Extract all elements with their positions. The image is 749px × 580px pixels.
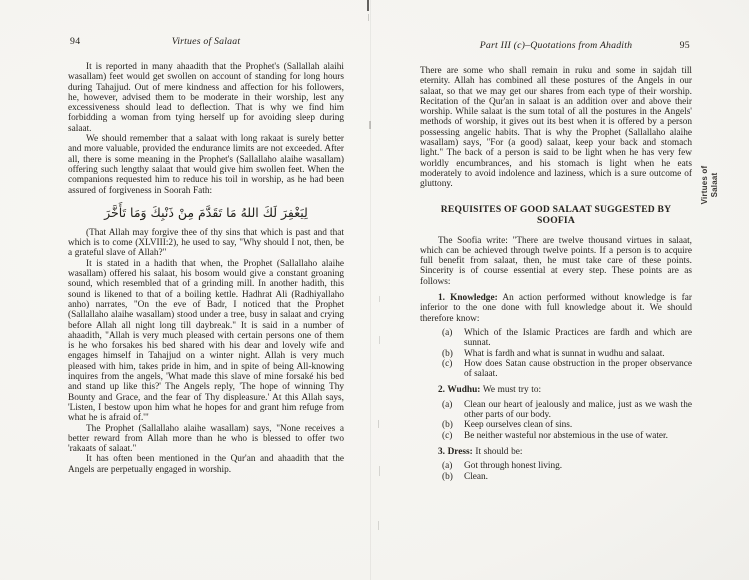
body-paragraph: The Soofia write: "There are twelve thousand virtues in salaat, which can be achieved through twelve points. If a person is to acquire full benefit from salaat, then, he must take care of these points. Sincerity is of course essential at every step. These points are as follows:	[420, 235, 692, 287]
point-paragraph	[420, 385, 692, 395]
margin-tab-line2: Salaat	[710, 172, 719, 198]
page-number-right: 95	[679, 40, 690, 51]
list-item	[442, 461, 692, 471]
page-header-right	[420, 40, 692, 53]
list-item	[442, 328, 692, 349]
scan-mark	[368, 14, 369, 21]
list-item	[442, 420, 692, 430]
section-heading: REQUISITES OF GOOD SALAAT SUGGESTED BY SOOFIA	[440, 203, 672, 227]
point-text: An action performed without knowledge is far inferior to the one done with full knowledge about it. We should therefore know:	[420, 293, 692, 324]
body-paragraph: There are some who shall remain in ruku and some in sajdah till eternity. Allah has combined all these postures of the Angels in our salaat, so that we may get our shares from each type of their worship. Recitation of the Qur'an in salaat is an addition over and above their worship. While salaat is the sum total of all the postures in the Angels' methods of worship, it gives out its best when it is offered by a person possessing angelic habits. That is why the Prophet (Sallallaho alaihe wasallam) says, "For (a good) salaat, keep your back and stomach light." The back of a person is said to be light when he has very few worldly encumbrances, and his stomach is light when he eats moderately to avoid indolence and laziness, which is a sure outcome of gluttony.	[420, 66, 692, 190]
body-paragraph: The Prophet (Sallallaho alaihe wasallam) says, "None receives a better reward from Allah more than he who is blessed to offer two 'rakaats of salaat."	[68, 423, 344, 455]
page-gutter-line	[370, 0, 371, 580]
page-number-left: 94	[70, 36, 81, 47]
scan-mark	[379, 296, 380, 302]
point-text: We must try to:	[482, 385, 542, 396]
scan-mark	[379, 336, 380, 344]
list-marker: (b)	[442, 348, 453, 359]
list-item	[442, 359, 692, 380]
point-sublist	[442, 400, 692, 441]
point-text: It should be:	[475, 446, 523, 457]
body-paragraph: We should remember that a salaat with long rakaat is surely better and more valuable, provided the endurance limits are not exceeded. After all, there is some meaning in the Prophet's (Sallallaho alaihe wasallam) offering such lengthy salaat that would give him swollen feet. When the companions requested him to reduce his toil in worship, as he had been assured of forgiveness in Soorah Fath:	[68, 134, 344, 196]
list-item-text: Which of the Islamic Practices are fardh and which are sunnat.	[464, 327, 692, 349]
margin-tab	[700, 150, 722, 220]
scan-mark	[378, 420, 379, 428]
page-right	[420, 40, 692, 484]
list-marker: (a)	[442, 399, 453, 410]
point-label: 3. Dress:	[438, 446, 473, 457]
page-left	[68, 36, 344, 475]
point-paragraph	[420, 293, 692, 324]
point-paragraph	[420, 447, 692, 457]
point-sublist	[442, 461, 692, 482]
body-paragraph: It is stated in a hadith that when, the Prophet (Sallallaho alaihe wasallam) offered his salaat, his bosom would give a constant groaning sound, which resembled that of a grinding mill. In another hadith, this sound is likened to that of a boiling kettle. Hadhrat Ali (Radhiyallaho anho) narrates, "On the eve of Badr, I noticed that the Prophet (Sallallaho alaihe wasallam) stood under a tree, busy in salaat and crying before Allah all night long till daybreak." It is said in a number of ahaadith, "Allah is very much pleased with certain persons one of them is he who forsakes his bed shared with his dear and lovely wife and engages himself in Tahajjud on a winter night. Allah is very much pleased with him, takes pride in him, and in spite of being All-knowing inquires from the angels, 'What made this slave of mine forsaké his bed and stand up like this?' The Angels reply, 'The hope of winning Thy Bounty and Grace, and the fear of Thy displeasure.' At this Allah says, 'Listen, I bestow upon him what he hopes for and grant him refuge from what he is afraid of.'"	[68, 258, 344, 424]
scan-mark	[378, 521, 379, 530]
list-marker: (a)	[442, 327, 453, 338]
point-sublist	[442, 328, 692, 379]
list-item-text: How does Satan cause obstruction in the proper observance of salaat.	[464, 358, 692, 380]
list-item	[442, 349, 692, 359]
arabic-verse: لِيَغْفِرَ لَكَ اللهُ مَا تَقَدَّمَ مِنْ ذَنْبِكَ وَمَا تَأَخَّرَ	[104, 204, 308, 220]
running-title-left: Virtues of Salaat	[171, 36, 241, 47]
scan-mark	[369, 121, 371, 129]
list-marker: (c)	[442, 358, 453, 369]
list-item	[442, 472, 692, 482]
body-paragraph: It has often been mentioned in the Qur'an and ahaadith that the Angels are perpetually engaged in worship.	[68, 454, 344, 475]
list-item-text: Clean.	[464, 471, 489, 482]
list-item-text: Keep ourselves clean of sins.	[464, 420, 573, 431]
list-item	[442, 431, 692, 441]
page-header-left	[68, 36, 344, 49]
list-item-text: What is fardh and what is sunnat in wudhu and salaat.	[464, 348, 665, 359]
list-marker: (b)	[442, 471, 453, 482]
running-title-right: Part III (c)–Quotations from Ahadith	[479, 40, 633, 51]
body-paragraph: (That Allah may forgive thee of thy sins that which is past and that which is to come (XLVIII:2), he used to say, "Why should I not, then, be a grateful slave of Allah?"	[68, 227, 344, 259]
list-item-text: Clean our heart of jealously and malice, just as we wash the other parts of our body.	[464, 399, 692, 421]
list-marker: (c)	[442, 430, 453, 441]
body-paragraph: It is reported in many ahaadith that the Prophet's (Sallallah alaihi wasallam) feet would get swollen on account of standing for long hours during Tahajjud. Out of mere kindness and affection for his followers, he, however, advised them to be moderate in their worship, lest any excessiveness should lead to deflection. That is why we find him forbidding a woman from tying herself up for avoiding sleep during salaat.	[68, 62, 344, 134]
scan-mark	[379, 466, 380, 476]
scan-mark	[367, 0, 369, 11]
list-marker: (b)	[442, 420, 453, 431]
list-item-text: Be neither wasteful nor abstemious in the use of water.	[464, 430, 668, 441]
point-label: 2. Wudhu:	[438, 385, 481, 396]
list-item	[442, 400, 692, 421]
point-label: 1. Knowledge:	[438, 293, 498, 304]
list-marker: (a)	[442, 461, 453, 472]
list-item-text: Got through honest living.	[464, 461, 563, 472]
margin-tab-line1: Virtues of	[700, 165, 709, 205]
